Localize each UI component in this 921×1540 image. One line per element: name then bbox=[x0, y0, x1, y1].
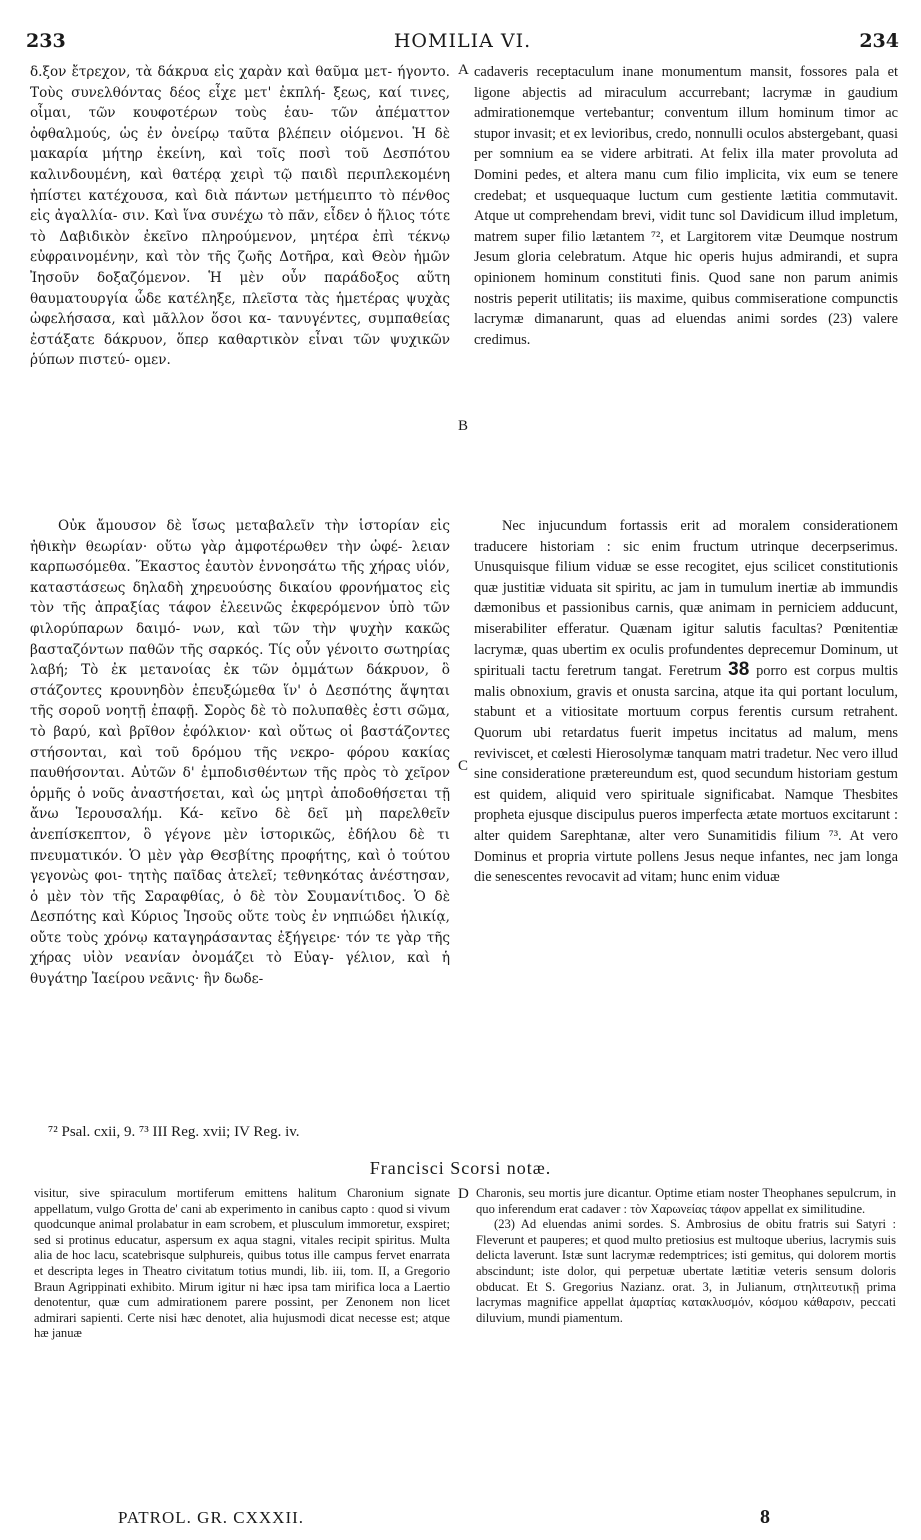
footer-signature: 8 bbox=[760, 1506, 770, 1528]
notes-column-left bbox=[34, 1186, 450, 1342]
latin-paragraph-2 bbox=[474, 516, 898, 888]
margin-letter-a: A bbox=[458, 62, 469, 78]
margin-letter-c: C bbox=[458, 758, 469, 774]
notes-right-text-1: Charonis, seu mortis jure dicantur. Optime etiam noster Theophanes sepulcrum, in quo inferendum erat cadaver : τὸν Χαρωνείας τάφον appellat ex similitudine. bbox=[476, 1186, 896, 1216]
latin-paragraph-2-part-a: Nec injucundum fortassis erit ad moralem considerationem traducere historiam : sic enim fructum utrinque decerpserimus. Unusquisque filium viduæ se esse recogitet, ejus scilicet constitutionis quæ justitiæ viduata sit spiritu, ac jam in tumulum inertiæ ab immundis dæmonibus et passionibus carnis, quæ animam in perniciem adducunt, miserabiliter efferatur. Quænam igitur salutis facultas? Pœnitentiæ lacrymæ, quas ubertim ex oculis profundentes deprecemur Dominum, ut spirituali tactu feretrum tangat. Feretrum bbox=[474, 518, 898, 680]
running-header bbox=[26, 30, 899, 56]
latin-paragraph-1: cadaveris receptaculum inane monumentum mansit, fossores pala et ligone abjectis ad miraculum accurrebant; lacrymæ in gaudium admirationemque vertebantur; conventum illum hominum timor ac stupor invasit; et ex levioribus, credo, nonnulli oculos abstergebant, quasi per somnium ea se videre arbitrati. At felix illa mater provoluta ad Domini pedes, et altera manu cum filio implicita, vix eum se tenere credebat; et usquequaque luctum cum gestiente lætitia commutavit. Atque ut comprehendam brevi, vidit tunc sol Davidicum illud impletum, matrem super filio lætantem ⁷², et Largitorem vitæ Deumque nostrum Jesum gloria celebratum. Atque hic operis hujus admirandi, et supra opinionem hominum constituti finis. Quod sane non parum animis nostris peperit utilitatis; iis maxime, quibus commiseratione compunctis lacrymæ dimanarunt, quas ad eluendas animi sordes (23) valere credimus. bbox=[474, 64, 898, 348]
greek-paragraph-1: δ.ξον ἔτρεχον, τὰ δάκρυα εἰς χαρὰν καὶ θαῦμα μετ- ήγοντο. Τοὺς συνελθόντας δέος εἶχε μετ' ἐκπλή- ξεως, καί τινες, οἶμαι, τῶν κουφοτέρων τοὺς ἑαυ- τῶν ἀπέματτον ὀφθαλμούς, ὡς ἐν ὀνείρῳ ταῦτα βλέπειν οἰόμενοι. Ἡ δὲ μακαρία μήτηρ ἐκείνη, καὶ τοῖς ποσὶ τοῦ Δεσπότου καλινδουμένη, καὶ θατέρᾳ χειρὶ τῷ παιδὶ περιπλεκομένη ἠπίστει κατέχουσα, καὶ διὰ πάντων μετήμειπτο τὸ πένθος εἰς ἀγαλλία- σιν. Καὶ ἵνα συνέχω τὸ πᾶν, εἶδεν ὁ ἥλιος τότε τὸ Δαβιδικὸν ἐκεῖνο πληρούμενον, μητέρα ἐπὶ τέκνῳ εὐφραινομένην, καὶ τὸν τῆς ζωῆς Δοτῆρα, καὶ Θεὸν ἡμῶν Ἰησοῦν δοξαζόμενον. Ἡ μὲν οὖν παράδοξος αὕτη θαυματουργία ὧδε κατέληξε, πλεῖστα τὰς ἡμετέρας ψυχὰς ὠφελήσασα, καὶ μᾶλλον ὅσοι κα- τανυγέντες, συμπαθείας ἐστάξατε δάκρυον, ὅπερ καθαρτικὸν εἶναι τῶν ψυχικῶν ῥύπων πιστεύ- ομεν. bbox=[30, 64, 450, 369]
scripture-footnote: ⁷² Psal. cxii, 9. ⁷³ III Reg. xvii; IV Reg. iv. bbox=[48, 1124, 300, 1140]
margin-letter-b: B bbox=[458, 418, 469, 434]
margin-letter-d: D bbox=[458, 1186, 469, 1202]
column-number-marker: 38 bbox=[728, 659, 750, 681]
notes-left-text: visitur, sive spiraculum mortiferum emittens halitum Charonium signate appellatum, vulgo Grotta de' cani ab experimento in canibus capto : quod si vivum quodcunque animal prolabatur in eam scrobem, et plusculum immoretur, exspiret; sed si protinus educatur, aspersum ex aqua stagni, vitales recipit spiritus. Multa alia de hoc lacu, scatebrisque sulphureis, quibus totus ille campus fervet enarrata et descripta leges in Theatro civitatum totius mundi, lib. iii, tom. II, a Gregorio Braun Agrippinati exhibito. Mirum igitur ni hæc ipsa tam mirifica loca a Laertio denotentur, quæ cum admirationem parere possint, per Zenonem non licet admirari sapienti. Certe nisi hæc denotet, alia hujusmodi dicat necesse est; atque hæ januæ bbox=[34, 1186, 450, 1341]
footer-volume: PATROL. GR. CXXXII. bbox=[118, 1508, 305, 1527]
notes-column-right bbox=[476, 1186, 896, 1326]
notes-right-text-2: (23) Ad eluendas animi sordes. S. Ambrosius de obitu fratris sui Satyri : Fleverunt et pauperes; et quod multo pretiosius est multoque uberius, lacrymis suis delicta laverunt. Istæ sunt lacrymæ redemptrices; isti gemitus, qui dolorem mortis abscindunt; iste dolor, qui perpetuæ ubertate lætitiæ veteris sensum doloris obducat. Et S. Gregorius Nazianz. orat. 3, in Julianum, στηλιτευτικῇ prima lacrymas magnifice appellat ἁμαρτίας κατακλυσμόν, κόσμου κάθαρσιν, peccati diluvium, mundi piamentum. bbox=[476, 1217, 896, 1325]
greek-paragraph-2: Οὐκ ἄμουσον δὲ ἴσως μεταβαλεῖν τὴν ἱστορίαν εἰς ἠθικὴν θεωρίαν· οὕτω γὰρ ἀμφοτέρωθεν τὴν ὠφέ- λειαν καρπωσόμεθα. Ἕκαστος ἑαυτὸν ἐννοησάτω τῆς χήρας υἱόν, καταστάσεως δηλαδὴ χηρευούσης δικαίου φρονήματος εἰς τὸν τῆς ἀπραξίας τάφον ἐλεεινῶς ἐκφερόμενον ὑπὸ τῶν φιλορύπαρων δαιμό- νων, καὶ τῶν τὴν ψυχὴν κακῶς βασταζόντων παθῶν τῆς σαρκός. Τίς οὖν γένοιτο σωτηρίας λαβή; Τὸ ἐκ μετανοίας ἐκ τῶν ὀμμάτων δάκρυον, ὃ στάζοντες κρουνηδὸν ἐπευξώμεθα ἵν' ὁ Δεσπότης ἅψηται τῆς σοροῦ νοητῇ ἐπαφῇ. Σορὸς δὲ τὸ πολυπαθὲς ἐστι σῶμα, τὸ βαρύ, καὶ βρῖθον ἐφόλκιον· καὶ οὕτως οἱ βαστάζοντες στήσονται, καὶ τοῦ δρόμου τῆς νεκρο- φόρου κακίας παυθήσονται. Αὐτῶν δ' ἐμποδισθέντων τῆς πρὸς τὸ χεῖρον ὁρμῆς ὁ νοῦς ἀναστήσεται, καὶ ὡς μητρὶ ἀποδοθήσεται τῇ ἄνω Ἱερουσαλήμ. Κά- κεῖνο δὲ δεῖ μὴ παρελθεῖν ἀνεπίσκεπτον, ὃ γέγονε μὲν ἱστορικῶς, ἐδήλου δὲ τι πνευματικόν. Ὁ μὲν γὰρ Θεσβίτης προφήτης, καὶ ὁ τούτου γεγονὼς φοι- τητὴς παῖδας ἀτελεῖ; τεθνηκότας ἀνέστησαν, ὁ μὲν τὸν τῆς Σαραφθίας, ὁ δὲ τὸν Σουμανίτιδος. Ὁ δὲ Δεσπότης καὶ Κύριος Ἰησοῦς οὔτε τοὺς ἐν νηπιώδει ἡλικίᾳ, οὔτε τοὺς χρόνῳ καταγηράσαντας ἐξήγειρε· τόν τε γὰρ τῆς χήρας υἱὸν νεανίαν ὀνομάζει τὸ Εὐαγ- γέλιον, καὶ ἡ θυγάτηρ Ἰαείρου νεᾶνις· ἣν δωδε- bbox=[30, 518, 450, 988]
notes-heading: Francisci Scorsi notæ. bbox=[369, 1158, 552, 1178]
page-number-right: 234 bbox=[859, 30, 899, 52]
page-number-left: 233 bbox=[26, 30, 66, 52]
latin-paragraph-2-part-b: porro est corpus multis malis obnoxium, gravis et onusta sarcina, atque ita qui portant loculum, stabunt et a vitiositate mortuum corpus ferentis cursum retrahent. Quorum ubi retardatus fuerit impetus incitatus ad malum, mens reviviscet, et cœlesti Hierosolymæ tanquam matri tradetur. Nec vero illud sine consideratione prætereundum est, quod secundum historiam gestum est quidem, aliquid vero spirituale significabat. Namque Thesbites propheta ejusque discipulus pueros imperfecta ætate mortuos excitarunt : alter quidem Sarephtanæ, alter vero Sunamitidis filium ⁷³. At vero Dominus et propria virtute pollens Jesus neque infantes, nec jam longa die senescentes revocavit ad vitam; hunc enim viduæ bbox=[474, 663, 898, 886]
page-title: HOMILIA VI. bbox=[393, 30, 532, 52]
